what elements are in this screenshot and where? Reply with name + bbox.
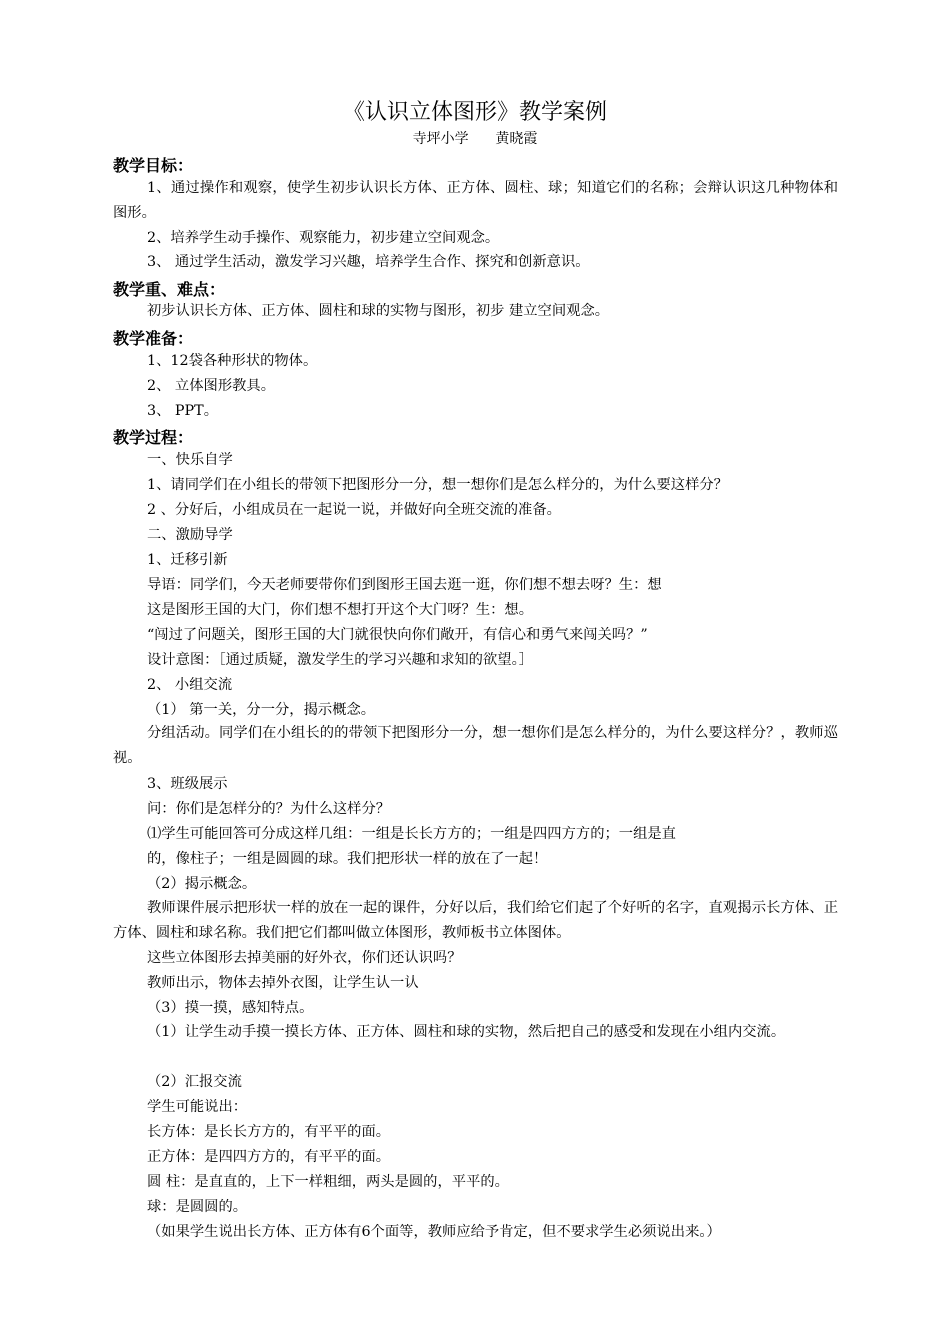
heading-preparation: 教学准备： [113,329,194,348]
process-line: 长方体：是长长方方的，有平平的面。 [147,1124,391,1140]
process-line: 球：是圆圆的。 [147,1199,248,1215]
process-line: 二、激励导学 [147,527,233,543]
process-line: 教师出示，物体去掉外衣图，让学生认一认 [147,975,419,991]
process-line: 正方体：是四四方方的，有平平的面。 [147,1149,391,1165]
process-line: 2、 小组交流 [147,677,233,693]
process-line: 圆 柱：是直直的，上下一样粗细，两头是圆的，平平的。 [147,1174,509,1190]
process-line: 设计意图：［通过质疑，激发学生的学习兴趣和求知的欲望。］ [147,652,534,668]
process-line: 这些立体图形去掉美丽的好外衣，你们还认识吗？ [147,950,462,966]
process-line: ⑴学生可能回答可分成这样几组：一组是长长方方的；一组是四四方方的；一组是直 [147,826,676,842]
process-line: （如果学生说出长方体、正方体有6个面等，教师应给予肯定，但不要求学生必须说出来。） [147,1224,721,1240]
goal-2: 2、培养学生动手操作、观察能力，初步建立空间观念。 [147,230,500,246]
process-line: 1、请同学们在小组长的带领下把图形分一分，想一想你们是怎么样分的，为什么要这样分？ [147,477,728,493]
prep-1: 1、12袋各种形状的物体。 [147,353,318,369]
process-line: “闯过了问题关，图形王国的大门就很快向你们敞开，有信心和勇气来闯关吗？” [147,627,648,643]
document-title: 《认识立体图形》教学案例 [342,100,607,125]
process-paragraph: （1）让学生动手摸一摸长方体、正方体、圆柱和球的实物，然后把自己的感受和发现在小组内交流。 [147,1024,786,1040]
process-line: （3）摸一摸，感知特点。 [147,1000,314,1016]
process-line: 2 、分好后，小组成员在一起说一说，并做好向全班交流的准备。 [147,502,561,518]
goal-1: 1、通过操作和观察，使学生初步认识长方体、正方体、圆柱、球；知道它们的名称；会辩认识这几种物体和图形。 [113,180,838,221]
document-subtitle: 寺坪小学 黄晓霞 [412,131,538,147]
process-line: 1、迁移引新 [147,552,228,568]
prep-2: 2、 立体图形教具。 [147,378,276,394]
prep-3: 3、 PPT。 [147,403,219,419]
process-line: 导语：同学们，今天老师要带你们到图形王国去逛一逛，你们想不想去呀？生：想 [147,577,662,593]
process-line: 问：你们是怎样分的？为什么这样分？ [147,801,391,817]
goal-3: 3、 通过学生活动，激发学习兴趣，培养学生合作、探究和创新意识。 [147,254,590,270]
process-line: 学生可能说出： [147,1099,248,1115]
process-line: 这是图形王国的大门，你们想不想打开这个大门呀？生：想。 [147,602,534,618]
heading-process: 教学过程： [113,428,194,447]
process-line: 的，像柱子；一组是圆圆的球。我们把形状一样的放在了一起！ [147,851,548,867]
process-paragraph: 分组活动。同学们在小组长的的带领下把图形分一分，想一想你们是怎么样分的，为什么要这样分？，教师巡视。 [113,725,838,766]
process-paragraph: 教师课件展示把形状一样的放在一起的课件，分好以后，我们给它们起了个好听的名字，直观揭示长方体、正方体、圆柱和球名称。我们把它们都叫做立体图形，教师板书立体图体。 [113,900,838,941]
process-line: （1） 第一关，分一分，揭示概念。 [147,702,376,718]
process-line: （2）揭示概念。 [147,876,257,892]
heading-key-points: 教学重、难点： [113,280,226,299]
key-point-1: 初步认识长方体、正方体、圆柱和球的实物与图形，初步 建立空间观念。 [147,303,610,319]
heading-goals: 教学目标： [113,156,194,175]
process-line: （2）汇报交流 [147,1074,242,1090]
process-line: 3、班级展示 [147,776,228,792]
process-line: 一、快乐自学 [147,452,233,468]
